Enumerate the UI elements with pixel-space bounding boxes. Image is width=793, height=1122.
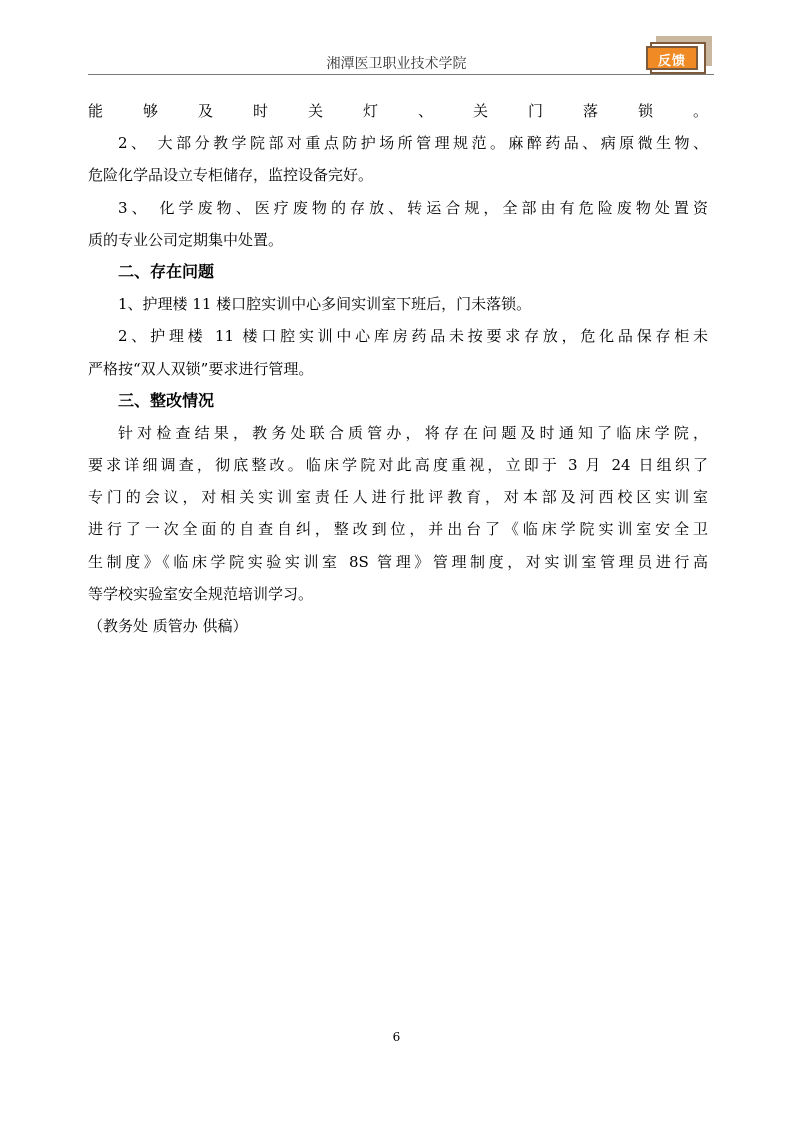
- paragraph-line: 生制度》《临床学院实验实训室 8S 管理》管理制度，对实训室管理员进行高: [88, 552, 708, 571]
- section-heading-issues: 二、存在问题: [118, 261, 215, 281]
- paragraph-line: 危险化学品设立专柜储存，监控设备完好。: [88, 166, 374, 185]
- header-divider: [88, 74, 714, 75]
- paragraph-line: 等学校实验室安全规范培训学习。: [88, 584, 314, 603]
- contributor-signoff: （教务处 质管办 供稿）: [88, 617, 248, 635]
- paragraph-line: 严格按“双人双锁”要求进行管理。: [88, 359, 314, 378]
- paragraph-line: 1、护理楼 11 楼口腔实训中心多间实训室下班后，门未落锁。: [118, 295, 532, 314]
- paragraph-line: 专门的会议，对相关实训室责任人进行批评教育，对本部及河西校区实训室: [88, 488, 708, 507]
- document-body: [88, 95, 708, 642]
- paragraph-line: 能够及时关灯、关门落锁。: [88, 102, 708, 120]
- paragraph-line: 进行了一次全面的自查自纠，整改到位，并出台了《临床学院实训室安全卫: [88, 520, 708, 539]
- paragraph-line: 2、 大部分教学院部对重点防护场所管理规范。麻醉药品、病原微生物、: [118, 134, 708, 153]
- paragraph-line: 针对检查结果，教务处联合质管办，将存在问题及时通知了临床学院，: [118, 423, 708, 442]
- logo-badge: [646, 46, 698, 70]
- paragraph-line: 3、 化学废物、医疗废物的存放、转运合规，全部由有危险废物处置资: [118, 198, 708, 217]
- feedback-logo: [646, 36, 714, 74]
- paragraph-line: 要求详细调查，彻底整改。临床学院对此高度重视，立即于 3 月 24 日组织了: [88, 456, 708, 475]
- logo-text: 反馈: [657, 54, 686, 69]
- section-heading-rectification: 三、整改情况: [118, 390, 215, 410]
- header-title: 湘潭医卫职业技术学院: [326, 56, 467, 72]
- paragraph-line: 2、护理楼 11 楼口腔实训中心库房药品未按要求存放，危化品保存柜未: [118, 327, 708, 346]
- paragraph-line: 质的专业公司定期集中处置。: [88, 230, 284, 249]
- page-number: 6: [392, 1030, 401, 1044]
